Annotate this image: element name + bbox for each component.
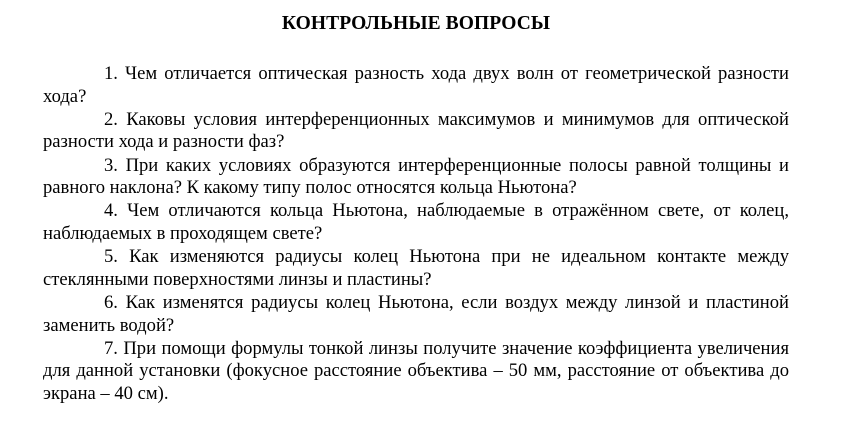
question-2: 2. Каковы условия интерференционных максимумов и минимумов для оптической разности хода и разности фаз? <box>43 108 789 153</box>
questions-list <box>43 63 789 405</box>
page-title: КОНТРОЛЬНЫЕ ВОПРОСЫ <box>281 13 551 34</box>
question-3: 3. При каких условиях образуются интерференционные полосы равной толщины и равного наклона? К какому типу полос относятся кольца Ньютона? <box>43 154 789 199</box>
question-7: 7. При помощи формулы тонкой линзы получите значение коэффициента увеличения для данной установки (фокусное расстояние объектива – 50 мм, расстояние от объектива до экрана – 40 см). <box>43 337 789 404</box>
question-5: 5. Как изменяются радиусы колец Ньютона при не идеальном контакте между стеклянными поверхностями линзы и пластины? <box>43 246 789 290</box>
question-6: 6. Как изменятся радиусы колец Ньютона, если воздух между линзой и пластиной заменить водой? <box>43 291 789 336</box>
document-page <box>43 12 789 406</box>
question-4: 4. Чем отличаются кольца Ньютона, наблюдаемые в отражённом свете, от колец, наблюдаемых в проходящем свете? <box>43 200 789 244</box>
question-1: 1. Чем отличается оптическая разность хода двух волн от геометрической разности хода? <box>43 63 789 107</box>
